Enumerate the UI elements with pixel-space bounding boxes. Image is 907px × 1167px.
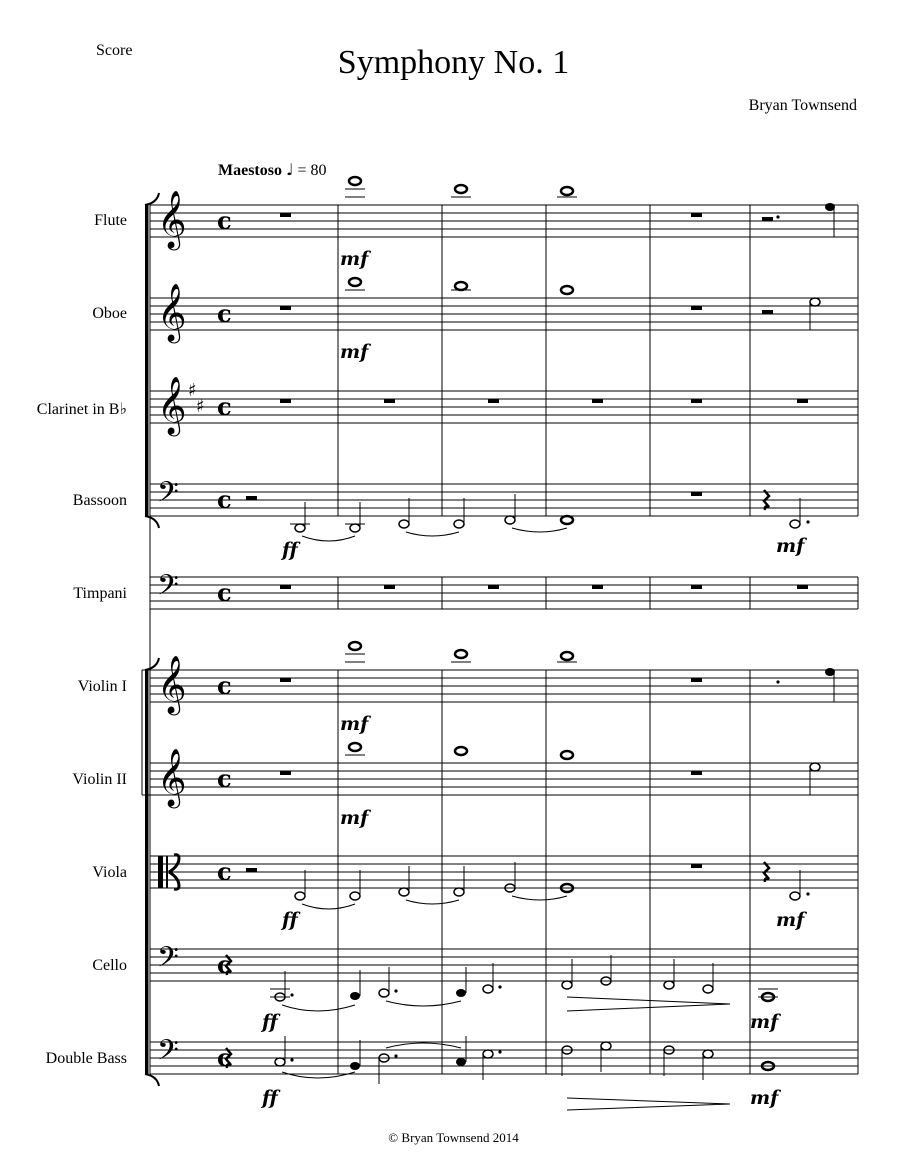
- instrument-label: Flute: [94, 212, 127, 229]
- dynamic-ff: ff: [282, 539, 298, 561]
- instrument-label: Double Bass: [45, 1050, 127, 1067]
- score-label: Score: [96, 42, 133, 59]
- instrument-label: Viola: [92, 864, 127, 881]
- dynamic-mf: mf: [340, 713, 369, 735]
- tempo-value: = 80: [297, 162, 327, 179]
- bass-clef-icon: 𝄢: [157, 476, 179, 516]
- dynamic-mf: mf: [340, 807, 369, 829]
- copyright-notice: © Bryan Townsend 2014: [388, 1130, 519, 1145]
- instrument-label: Bassoon: [72, 492, 127, 509]
- instrument-label: Cello: [92, 957, 127, 974]
- bass-clef-icon: 𝄢: [157, 941, 179, 981]
- treble-clef-icon: 𝄞: [157, 748, 187, 806]
- svg-text:c: c: [217, 206, 232, 235]
- bass-clef-icon: 𝄢: [157, 569, 179, 609]
- common-time-icon: [217, 206, 232, 1072]
- dynamic-ff: ff: [282, 909, 298, 931]
- dynamic-ff: ff: [262, 1087, 278, 1109]
- bassoon-notes: [290, 494, 810, 541]
- barlines: [338, 205, 858, 1074]
- svg-text:c: c: [217, 1043, 232, 1072]
- tempo-text: Maestoso: [218, 162, 282, 179]
- svg-text:♯: ♯: [188, 380, 197, 401]
- viola-notes: [295, 862, 810, 909]
- dynamic-mf: mf: [750, 1011, 779, 1033]
- svg-text:c: c: [217, 764, 232, 793]
- svg-text:c: c: [217, 392, 232, 421]
- svg-text:c: c: [217, 950, 232, 979]
- dynamic-mf: mf: [340, 341, 369, 363]
- bass-clef-icon: 𝄢: [157, 1034, 179, 1074]
- treble-clef-icon: 𝄞: [157, 190, 187, 248]
- cello-notes: [270, 955, 778, 1011]
- page-title: Symphony No. 1: [337, 44, 570, 81]
- treble-clef-icon: 𝄞: [157, 376, 187, 434]
- dynamic-mf: mf: [776, 909, 805, 931]
- instrument-label: Violin I: [77, 678, 127, 695]
- treble-clef-icon: 𝄞: [157, 655, 187, 713]
- composer-name: Bryan Townsend: [748, 97, 857, 114]
- whole-rest-icon: [280, 213, 808, 868]
- instrument-label: Clarinet in B♭: [36, 401, 127, 418]
- svg-text:c: c: [217, 671, 232, 700]
- svg-text:c: c: [217, 857, 232, 886]
- dynamic-mf: mf: [776, 535, 805, 557]
- dynamic-ff: ff: [262, 1011, 278, 1033]
- svg-text:c: c: [217, 299, 232, 328]
- instrument-label: Violin II: [72, 771, 127, 788]
- quarter-note-icon: ♩: [285, 160, 294, 179]
- dynamic-mf: mf: [340, 248, 369, 270]
- svg-text:c: c: [217, 485, 232, 514]
- violin-i-notes: [345, 642, 835, 702]
- double-bass-notes: [275, 1036, 774, 1110]
- key-signature-sharps-icon: [188, 380, 205, 417]
- svg-text:♯: ♯: [196, 396, 205, 417]
- dynamic-mf: mf: [750, 1087, 779, 1109]
- instrument-label: Timpani: [73, 585, 127, 602]
- staff-lines: [150, 205, 858, 1074]
- svg-text:c: c: [217, 578, 232, 607]
- flute-notes: [345, 177, 835, 237]
- instrument-label: Oboe: [92, 305, 127, 322]
- treble-clef-icon: 𝄞: [157, 283, 187, 341]
